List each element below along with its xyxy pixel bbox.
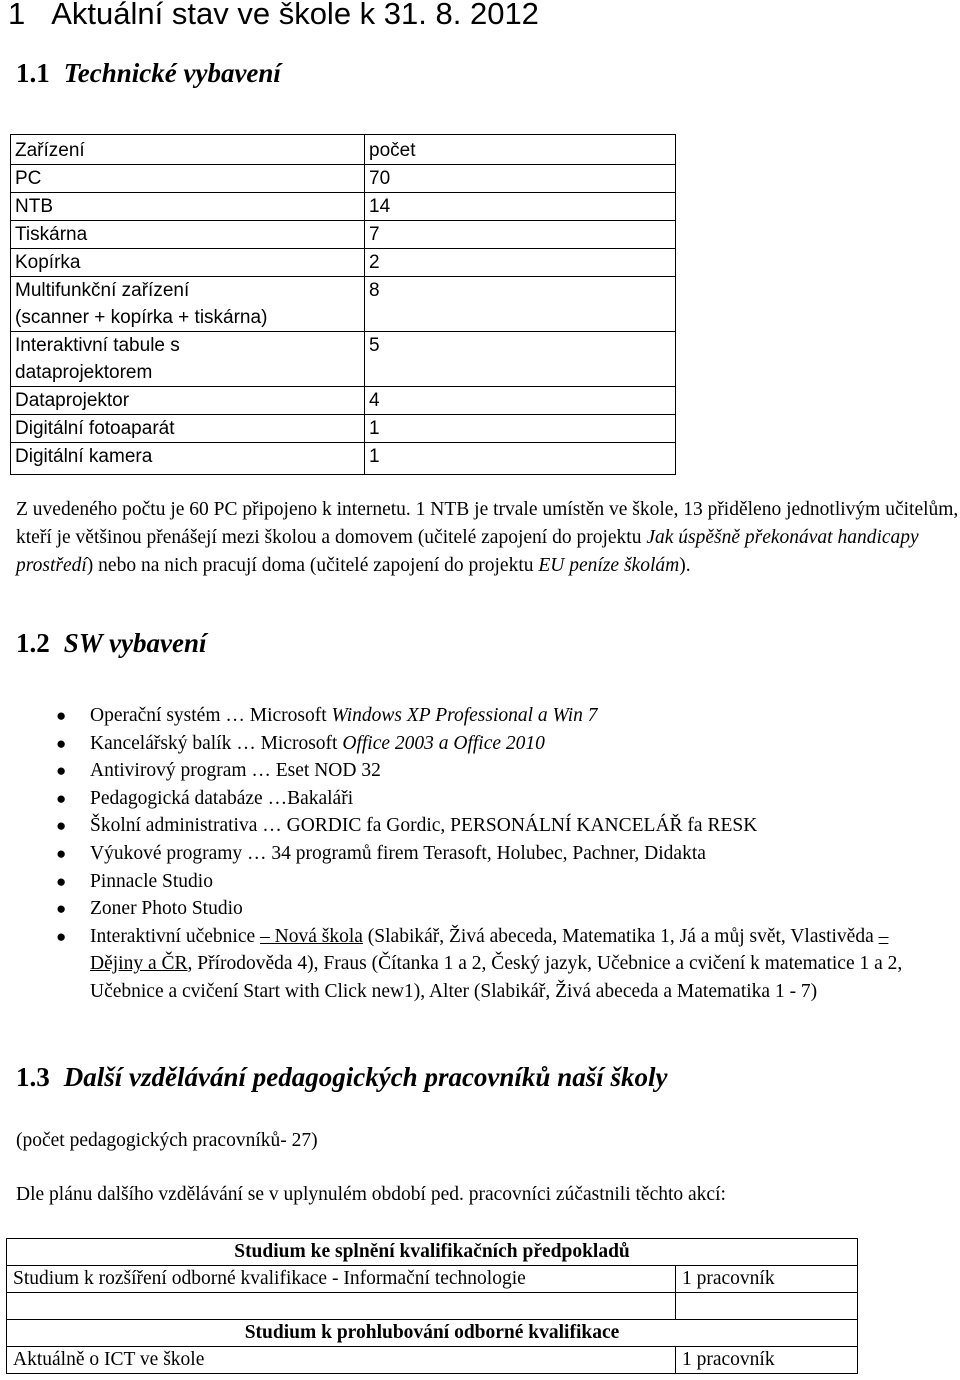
list-item: ● Výukové programy … 34 programů firem Terasoft, Holubec, Pachner, Didakta [56,840,946,868]
chapter-heading [8,0,539,32]
section-number: 1.1 [16,58,50,88]
section-title: Další vzdělávání pedagogických pracovníků naší školy [63,1062,668,1092]
staff-count-note: (počet pedagogických pracovníků- 27) [16,1130,318,1151]
bullet-icon: ● [56,843,67,863]
device-count: 7 [365,221,634,249]
list-item: ● Pedagogická databáze …Bakaláři [56,785,946,813]
table-row-empty [7,1293,858,1320]
table-row [11,249,676,277]
bullet-icon: ● [56,926,67,946]
list-item: ● Školní administrativa … GORDIC fa Gordic, PERSONÁLNÍ KANCELÁŘ fa RESK [56,812,946,840]
table-row [7,1347,858,1374]
section-title: Technické vybavení [63,58,281,88]
device-name: PC [11,165,365,193]
bullet-icon: ● [56,761,67,781]
column-header-device: Zařízení [11,135,365,165]
device-name: Digitální fotoaparát [11,415,365,443]
device-name: Kopírka [11,249,365,277]
project-name: Jak úspěšně překonávat handicapy prostředí [16,527,919,576]
device-name: Multifunkční zařízení (scanner + kopírka + tiskárna) [11,277,365,332]
bullet-icon: ● [56,871,67,891]
table-row [11,277,676,332]
device-name: Dataprojektor [11,387,365,415]
device-count: 1 [365,415,634,443]
training-count: 1 pracovník [676,1266,858,1293]
chapter-number: 1 [8,0,26,31]
device-count: 70 [365,165,634,193]
list-item: ● Kancelářský balík … Microsoft Office 2003 a Office 2010 [56,730,946,758]
software-list [56,702,946,1006]
training-intro: Dle plánu dalšího vzdělávání se v uplynulém období ped. pracovníci zúčastnili těchto akcí: [16,1184,726,1205]
list-item: ● Operační systém … Microsoft Windows XP Professional a Win 7 [56,702,946,730]
group-header-deepening: Studium k prohlubování odborné kvalifikace [7,1320,858,1347]
section-number: 1.3 [16,1062,50,1092]
section-number: 1.2 [16,628,50,658]
project-name: EU peníze školám [538,555,680,576]
device-count: 2 [365,249,634,277]
table-group-header [7,1320,858,1347]
training-table [6,1238,858,1374]
table-row [11,443,676,475]
training-name: Studium k rozšíření odborné kvalifikace - Informační technologie [7,1266,676,1293]
device-count: 8 [365,277,634,332]
table-cell-empty [634,135,676,165]
internet-paragraph: Z uvedeného počtu je 60 PC připojeno k internetu. 1 NTB je trvale umístěn ve škole, 13 přiděleno jednotlivým učitelům, kteří je většinou přenášejí mezi školou a domovem (učitelé zapojení do projektu Jak úspěšně překonávat handicapy prostředí) nebo na nich pracují doma (učitelé zapojení do projektu EU peníze školám). [16,499,959,576]
table-row [11,415,676,443]
table-group-header [7,1239,858,1266]
device-count: 14 [365,193,634,221]
device-name: Digitální kamera [11,443,365,475]
section-heading-technical [16,58,281,89]
table-row [11,165,676,193]
bullet-icon: ● [56,733,67,753]
bullet-icon: ● [56,788,67,808]
group-header-qualification: Studium ke splnění kvalifikačních předpokladů [7,1239,858,1266]
bullet-icon: ● [56,816,67,836]
training-count: 1 pracovník [676,1347,858,1374]
section-heading-training [16,1062,667,1093]
list-item: ● Zoner Photo Studio [56,895,946,923]
list-item: ● Interaktivní učebnice – Nová škola (Slabikář, Živá abeceda, Matematika 1, Já a můj svět, Vlastivěda – Dějiny a ČR, Přírodověda 4), Fraus (Čítanka 1 a 2, Český jazyk, Učebnice a cvičení k matematice 1 a 2, Učebnice a cvičení Start with Click new1), Alter (Slabikář, Živá abeceda a Matematika 1 - 7) [56,923,946,1006]
table-row [11,332,676,387]
chapter-title: Aktuální stav ve škole k 31. 8. 2012 [51,0,539,31]
list-item: ● Antivirový program … Eset NOD 32 [56,757,946,785]
device-name: Tiskárna [11,221,365,249]
device-count: 1 [365,443,634,475]
device-name: NTB [11,193,365,221]
table-header-row [11,135,676,165]
table-row [11,387,676,415]
table-row [11,221,676,249]
section-heading-sw [16,628,207,659]
bullet-icon: ● [56,899,67,919]
equipment-table [10,134,676,475]
training-name: Aktuálně o ICT ve škole [7,1347,676,1374]
column-header-count: počet [365,135,634,165]
table-row [11,193,676,221]
list-item: ● Pinnacle Studio [56,868,946,896]
device-name: Interaktivní tabule s dataprojektorem [11,332,365,387]
device-count: 4 [365,387,634,415]
bullet-icon: ● [56,706,67,725]
section-title: SW vybavení [63,628,207,658]
table-row [7,1266,858,1293]
device-count: 5 [365,332,634,387]
